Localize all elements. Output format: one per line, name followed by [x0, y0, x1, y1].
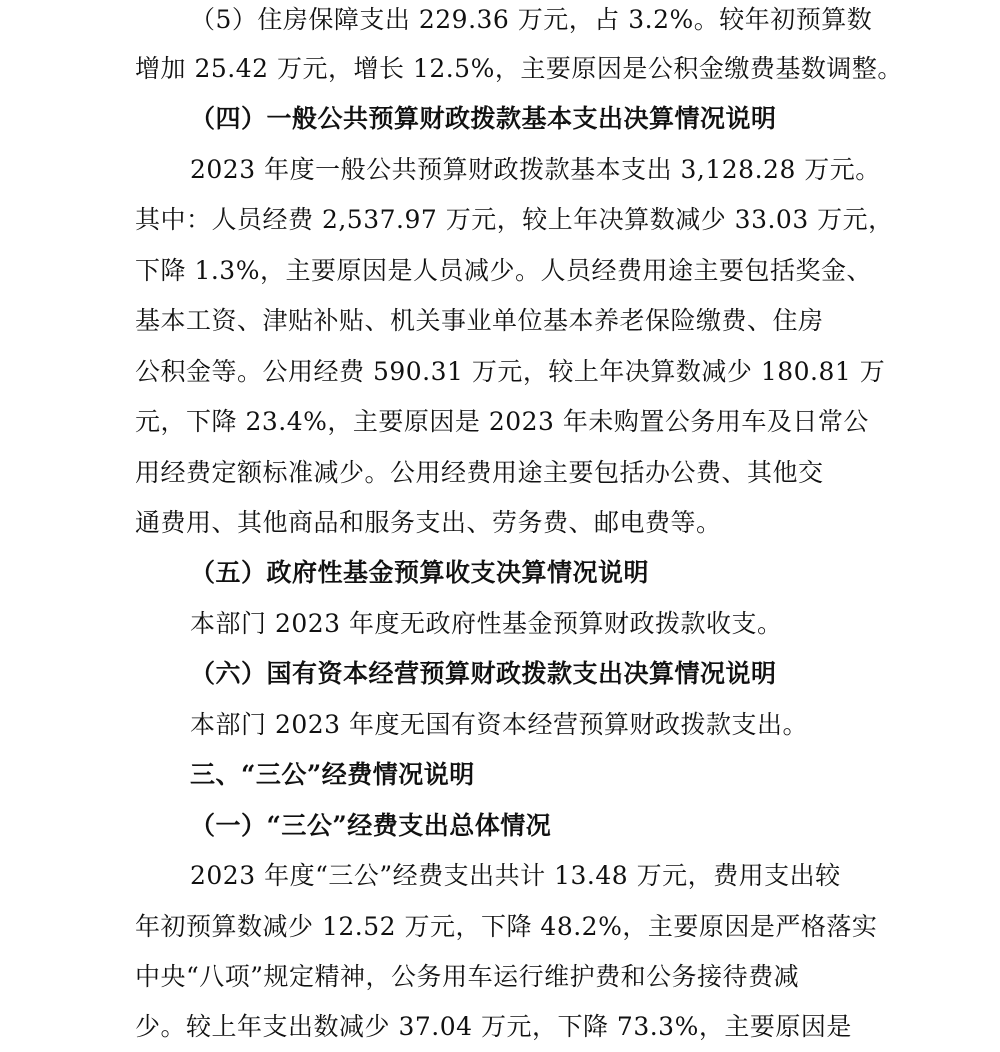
text-line: 通费用、其他商品和服务支出、劳务费、邮电费等。 [135, 508, 722, 537]
text-line: 本部门 2023 年度无政府性基金预算财政拨款收支。 [190, 609, 783, 638]
text-line: 中央“八项”规定精神，公务用车运行维护费和公务接待费减 [135, 962, 800, 991]
text-line: 基本工资、津贴补贴、机关事业单位基本养老保险缴费、住房 [135, 306, 824, 335]
text-line: 少。较上年支出数减少 37.04 万元，下降 73.3%，主要原因是 [135, 1012, 852, 1041]
chapter-heading: 三、“三公”经费情况说明 [190, 760, 475, 789]
text-line: 2023 年度一般公共预算财政拨款基本支出 3,128.28 万元。 [190, 155, 881, 184]
section-heading: （四）一般公共预算财政拨款基本支出决算情况说明 [190, 104, 777, 133]
text-line: 增加 25.42 万元，增长 12.5%，主要原因是公积金缴费基数调整。 [135, 54, 903, 83]
section-heading: （五）政府性基金预算收支决算情况说明 [190, 558, 650, 587]
text-line: 下降 1.3%，主要原因是人员减少。人员经费用途主要包括奖金、 [135, 256, 872, 285]
text-line: 2023 年度“三公”经费支出共计 13.48 万元，费用支出较 [190, 861, 841, 890]
text-line: 元，下降 23.4%，主要原因是 2023 年未购置公务用车及日常公 [135, 407, 869, 436]
section-heading: （一）“三公”经费支出总体情况 [190, 811, 552, 840]
text-line: （5）住房保障支出 229.36 万元，占 3.2%。较年初预算数 [190, 5, 873, 34]
text-line: 用经费定额标准减少。公用经费用途主要包括办公费、其他交 [135, 458, 824, 487]
text-line: 公积金等。公用经费 590.31 万元，较上年决算数减少 180.81 万 [135, 357, 886, 386]
text-line: 年初预算数减少 12.52 万元，下降 48.2%，主要原因是严格落实 [135, 912, 878, 941]
text-line: 本部门 2023 年度无国有资本经营预算财政拨款支出。 [190, 710, 809, 739]
section-heading: （六）国有资本经营预算财政拨款支出决算情况说明 [190, 659, 777, 688]
text-line: 其中：人员经费 2,537.97 万元，较上年决算数减少 33.03 万元， [135, 205, 894, 234]
